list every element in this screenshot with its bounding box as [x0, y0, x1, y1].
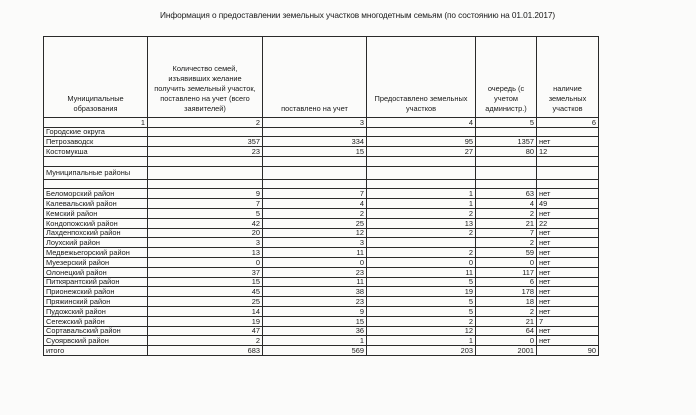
table-cell: 11	[263, 277, 367, 287]
table-cell: 9	[148, 189, 263, 199]
section-row-urban	[44, 127, 599, 137]
row-label: Петрозаводск	[44, 137, 148, 147]
table-cell: 13	[367, 218, 476, 228]
table-cell: 90	[537, 346, 599, 356]
table-cell: 2	[476, 238, 537, 248]
row-label: Сегежский район	[44, 316, 148, 326]
table-cell: 12	[537, 147, 599, 157]
table-cell: 15	[263, 316, 367, 326]
table-cell: 47	[148, 326, 263, 336]
table-cell: 19	[148, 316, 263, 326]
table-cell: 1	[367, 199, 476, 209]
table-cell: 5	[367, 307, 476, 317]
document-title: Информация о предоставлении земельных участков многодетным семьям (по состоянию на 01.01.2017)	[160, 10, 556, 20]
table-cell: 2	[367, 228, 476, 238]
table-cell: 4	[476, 199, 537, 209]
table-cell: нет	[537, 209, 599, 219]
table-row	[44, 258, 599, 268]
table-cell: 11	[367, 267, 476, 277]
table-cell: 22	[537, 218, 599, 228]
row-label: Лоухский район	[44, 238, 148, 248]
table-cell: 569	[263, 346, 367, 356]
table-cell: 9	[263, 307, 367, 317]
table-cell: 13	[148, 248, 263, 258]
table-cell: 42	[148, 218, 263, 228]
spacer-row	[44, 179, 599, 189]
table-cell: 203	[367, 346, 476, 356]
section-label: Городские округа	[44, 127, 148, 137]
table-cell: 7	[537, 316, 599, 326]
table-cell: 15	[148, 277, 263, 287]
section-label: Муниципальные районы	[44, 166, 148, 179]
table-cell: 95	[367, 137, 476, 147]
table-row	[44, 147, 599, 157]
row-label: Пряжинский район	[44, 297, 148, 307]
table-cell: 0	[367, 258, 476, 268]
table-cell: 683	[148, 346, 263, 356]
column-number: 4	[367, 118, 476, 128]
row-label: Сортавальский район	[44, 326, 148, 336]
table-cell: 2	[148, 336, 263, 346]
table-cell: нет	[537, 137, 599, 147]
table-row	[44, 287, 599, 297]
row-label: Медвежьегорский район	[44, 248, 148, 258]
table-cell: 7	[263, 189, 367, 199]
table-cell: 357	[148, 137, 263, 147]
table-cell: 63	[476, 189, 537, 199]
table-row	[44, 277, 599, 287]
table-cell: 15	[263, 147, 367, 157]
table-cell: 1	[367, 336, 476, 346]
table-cell: 59	[476, 248, 537, 258]
row-label: Калевальский район	[44, 199, 148, 209]
table-cell: нет	[537, 267, 599, 277]
table-cell: 2	[263, 209, 367, 219]
table-row	[44, 336, 599, 346]
row-label: Лахденпохский район	[44, 228, 148, 238]
table-cell: 0	[148, 258, 263, 268]
row-label: Кондопожский район	[44, 218, 148, 228]
column-number: 2	[148, 118, 263, 128]
table-cell: нет	[537, 238, 599, 248]
column-number: 5	[476, 118, 537, 128]
table-cell: 21	[476, 316, 537, 326]
table-cell: 49	[537, 199, 599, 209]
table-cell: 64	[476, 326, 537, 336]
table-cell	[367, 238, 476, 248]
table-cell: 7	[476, 228, 537, 238]
table-cell: 23	[263, 297, 367, 307]
table-cell: 1	[263, 336, 367, 346]
row-label: Суоярвский район	[44, 336, 148, 346]
table-row	[44, 326, 599, 336]
table-row	[44, 228, 599, 238]
table-row	[44, 307, 599, 317]
table-cell: 3	[148, 238, 263, 248]
table-cell: нет	[537, 277, 599, 287]
table-cell: 5	[367, 297, 476, 307]
table-row	[44, 267, 599, 277]
column-number: 1	[44, 118, 148, 128]
table-row	[44, 248, 599, 258]
table-cell: нет	[537, 307, 599, 317]
table-cell: 0	[263, 258, 367, 268]
row-label: Прионежский район	[44, 287, 148, 297]
row-label: Кемский район	[44, 209, 148, 219]
table-cell: 27	[367, 147, 476, 157]
table-cell: нет	[537, 287, 599, 297]
table-cell: нет	[537, 336, 599, 346]
row-label: Пудожский район	[44, 307, 148, 317]
table-cell: нет	[537, 228, 599, 238]
table-cell: 25	[148, 297, 263, 307]
header-families-total: Количество семей, изъявивших желание получить земельный участок, поставлено на учет (всего заявителей)	[148, 37, 263, 118]
table-cell: 5	[148, 209, 263, 219]
table-cell: 1357	[476, 137, 537, 147]
header-plots-available: наличие земельных участков	[537, 37, 599, 118]
table-cell: 4	[263, 199, 367, 209]
row-label: Костомукша	[44, 147, 148, 157]
land-plots-table	[43, 36, 599, 356]
table-cell: 36	[263, 326, 367, 336]
table-cell: 20	[148, 228, 263, 238]
row-label: Питкярантский район	[44, 277, 148, 287]
header-registered: поставлено на учет	[263, 37, 367, 118]
table-row	[44, 189, 599, 199]
table-cell: 19	[367, 287, 476, 297]
table-row	[44, 297, 599, 307]
table-cell: 1	[367, 189, 476, 199]
table-cell: 2	[367, 248, 476, 258]
table-cell: 18	[476, 297, 537, 307]
table-cell: 3	[263, 238, 367, 248]
table-cell: 117	[476, 267, 537, 277]
table-cell: 21	[476, 218, 537, 228]
table-cell: нет	[537, 326, 599, 336]
total-row	[44, 346, 599, 356]
table-cell: 2	[367, 209, 476, 219]
table-cell: нет	[537, 248, 599, 258]
table-cell: нет	[537, 258, 599, 268]
table-cell: 23	[148, 147, 263, 157]
table-cell: 6	[476, 277, 537, 287]
table-cell: 2001	[476, 346, 537, 356]
table-cell: нет	[537, 189, 599, 199]
table-row	[44, 199, 599, 209]
table-cell: 2	[476, 209, 537, 219]
column-number: 6	[537, 118, 599, 128]
table-cell: 11	[263, 248, 367, 258]
table-cell: 7	[148, 199, 263, 209]
column-number: 3	[263, 118, 367, 128]
table-cell: 14	[148, 307, 263, 317]
table-cell: 12	[367, 326, 476, 336]
table-row	[44, 209, 599, 219]
table-row	[44, 316, 599, 326]
table-row	[44, 238, 599, 248]
table-cell: 5	[367, 277, 476, 287]
table-cell: 0	[476, 336, 537, 346]
header-municipal-units: Муниципальные образования	[44, 37, 148, 118]
header-queue: очередь (с учетом администр.)	[476, 37, 537, 118]
row-label: Муезерский район	[44, 258, 148, 268]
table-cell: 25	[263, 218, 367, 228]
table-cell: 2	[476, 307, 537, 317]
row-label: Олонецкий район	[44, 267, 148, 277]
table-cell: 178	[476, 287, 537, 297]
table-row	[44, 218, 599, 228]
section-row-municipal	[44, 166, 599, 179]
column-number-row	[44, 118, 599, 128]
header-row	[44, 37, 599, 118]
table-cell: 45	[148, 287, 263, 297]
table-cell: 38	[263, 287, 367, 297]
row-label: итого	[44, 346, 148, 356]
table-cell: 37	[148, 267, 263, 277]
table-row	[44, 137, 599, 147]
table-cell: 80	[476, 147, 537, 157]
spacer-row	[44, 156, 599, 166]
row-label: Беломорский район	[44, 189, 148, 199]
table-cell: нет	[537, 297, 599, 307]
table-cell: 2	[367, 316, 476, 326]
table-cell: 0	[476, 258, 537, 268]
header-plots-granted: Предоставлено земельных участков	[367, 37, 476, 118]
table-cell: 23	[263, 267, 367, 277]
table-cell: 12	[263, 228, 367, 238]
table-cell: 334	[263, 137, 367, 147]
